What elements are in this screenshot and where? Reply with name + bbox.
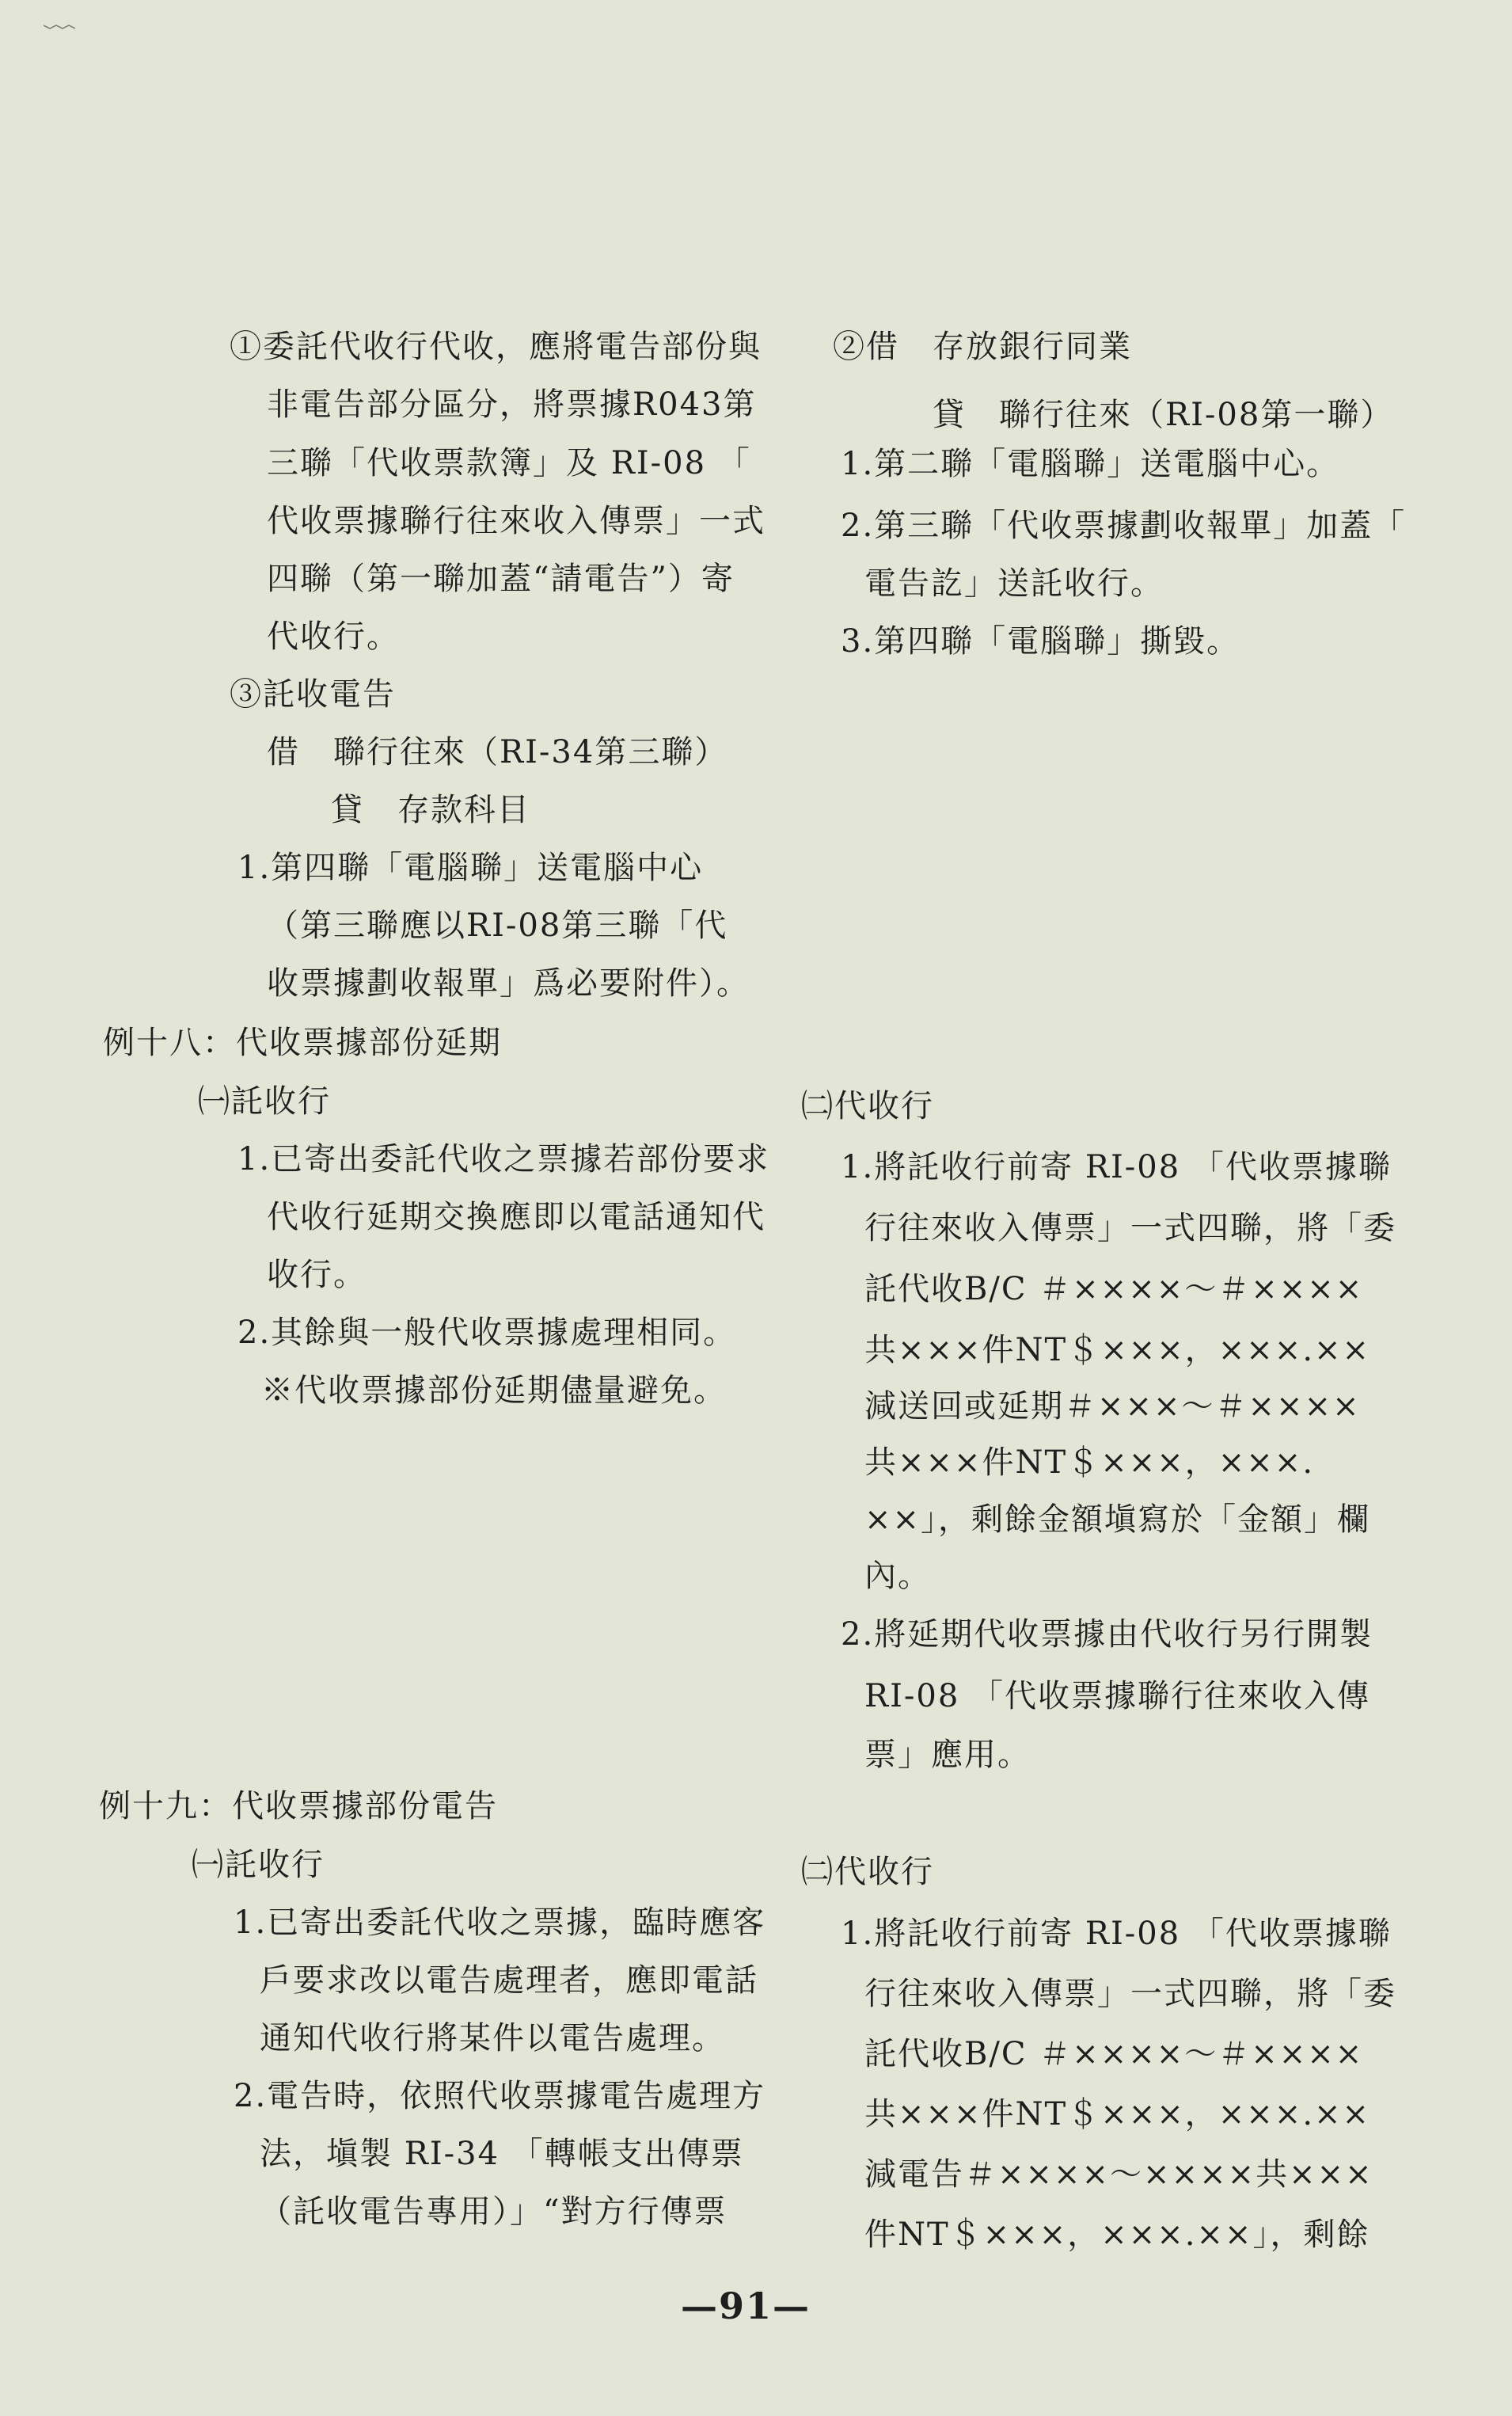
- text-line: 貸 聯行往來（RI-08第一聯）: [933, 397, 1394, 433]
- text-line: 2.將延期代收票據由代收行另行開製: [841, 1616, 1373, 1653]
- text-line: 2.電告時，依照代收票據電告處理方: [234, 2078, 766, 2114]
- text-line: 3.第四聯「電腦聯」撕毀。: [841, 623, 1240, 660]
- text-line: 行往來收入傳票」一式四聯，將「委: [864, 1210, 1396, 1246]
- text-line: 收行。: [267, 1257, 367, 1293]
- text-line: 共×××件NT＄×××，×××.××: [864, 2096, 1371, 2133]
- subsection-heading: ㈠託收行: [192, 1847, 325, 1883]
- text-line: 票」應用。: [864, 1737, 1031, 1773]
- text-line: 四聯（第一聯加蓋“請電告”）寄: [267, 561, 735, 597]
- text-line: 內。: [864, 1558, 931, 1594]
- text-line: 代收行。: [267, 618, 400, 655]
- text-line: （第三聯應以RI-08第三聯「代: [267, 907, 728, 944]
- text-line: ②借 存放銀行同業: [833, 329, 1132, 365]
- text-line: 1.已寄出委託代收之票據若部份要求: [237, 1141, 770, 1178]
- text-line: 非電告部分區分，將票據R043第: [267, 386, 757, 423]
- text-line: 2.第三聯「代收票據劃收報單」加蓋「: [841, 508, 1407, 544]
- subsection-heading: ㈡代收行: [801, 1854, 934, 1890]
- section-heading: 例十九：代收票據部份電告: [99, 1788, 498, 1824]
- text-line: 法，塡製 RI-34 「轉帳支出傳票: [260, 2136, 744, 2172]
- text-line: 電告訖」送託收行。: [864, 565, 1164, 602]
- text-line: （託收電告專用）」“對方行傳票: [260, 2193, 728, 2230]
- text-line: 代收票據聯行往來收入傳票」一式: [267, 503, 765, 539]
- text-line: 戶要求改以電告處理者，應即電話: [260, 1962, 758, 1999]
- text-line: ③託收電告: [230, 676, 396, 713]
- text-line: 託代收B/C ＃××××～＃××××: [864, 2036, 1364, 2072]
- subsection-heading: ㈠託收行: [198, 1083, 331, 1120]
- text-line: 減電告＃××××～××××共×××: [864, 2156, 1373, 2193]
- text-line: 借 聯行往來（RI-34第三聯）: [267, 734, 728, 770]
- text-line: 減送回或延期＃×××～＃××××: [864, 1388, 1361, 1425]
- text-line: 1.第四聯「電腦聯」送電腦中心: [237, 850, 704, 886]
- text-line: 1.將託收行前寄 RI-08 「代收票據聯: [841, 1149, 1392, 1185]
- corner-mark: [44, 24, 75, 30]
- text-line: ××」，剩餘金額塡寫於「金額」欄: [864, 1501, 1371, 1538]
- section-heading: 例十八：代收票據部份延期: [103, 1025, 502, 1061]
- text-line: 1.已寄出委託代收之票據，臨時應客: [234, 1904, 766, 1941]
- subsection-heading: ㈡代收行: [801, 1088, 934, 1124]
- text-line: ①委託代收行代收，應將電告部份與: [230, 329, 762, 365]
- text-line: 件NT＄×××，×××.××」，剩餘: [864, 2216, 1370, 2253]
- text-line: 行往來收入傳票」一式四聯，將「委: [864, 1976, 1396, 2012]
- text-line: 共×××件NT＄×××，×××.: [864, 1444, 1315, 1481]
- text-line: 三聯「代收票款簿」及 RI-08 「: [267, 445, 751, 481]
- text-line: 收票據劃收報單」爲必要附件）。: [267, 965, 750, 1002]
- text-line: 共×××件NT＄×××，×××.××: [864, 1332, 1371, 1368]
- text-line: RI-08 「代收票據聯行往來收入傳: [864, 1678, 1371, 1714]
- text-line: 1.將託收行前寄 RI-08 「代收票據聯: [841, 1916, 1392, 1952]
- page-number: —91—: [681, 2285, 811, 2327]
- text-line: 託代收B/C ＃××××～＃××××: [864, 1271, 1364, 1307]
- text-line: 2.其餘與一般代收票據處理相同。: [237, 1315, 737, 1351]
- text-line: 代收行延期交換應即以電話通知代: [267, 1199, 765, 1235]
- text-line: 1.第二聯「電腦聯」送電腦中心。: [841, 446, 1340, 482]
- text-line: ※代收票據部份延期儘量避免。: [261, 1372, 727, 1409]
- text-line: 貸 存款科目: [331, 792, 530, 828]
- text-line: 通知代收行將某件以電告處理。: [260, 2020, 725, 2056]
